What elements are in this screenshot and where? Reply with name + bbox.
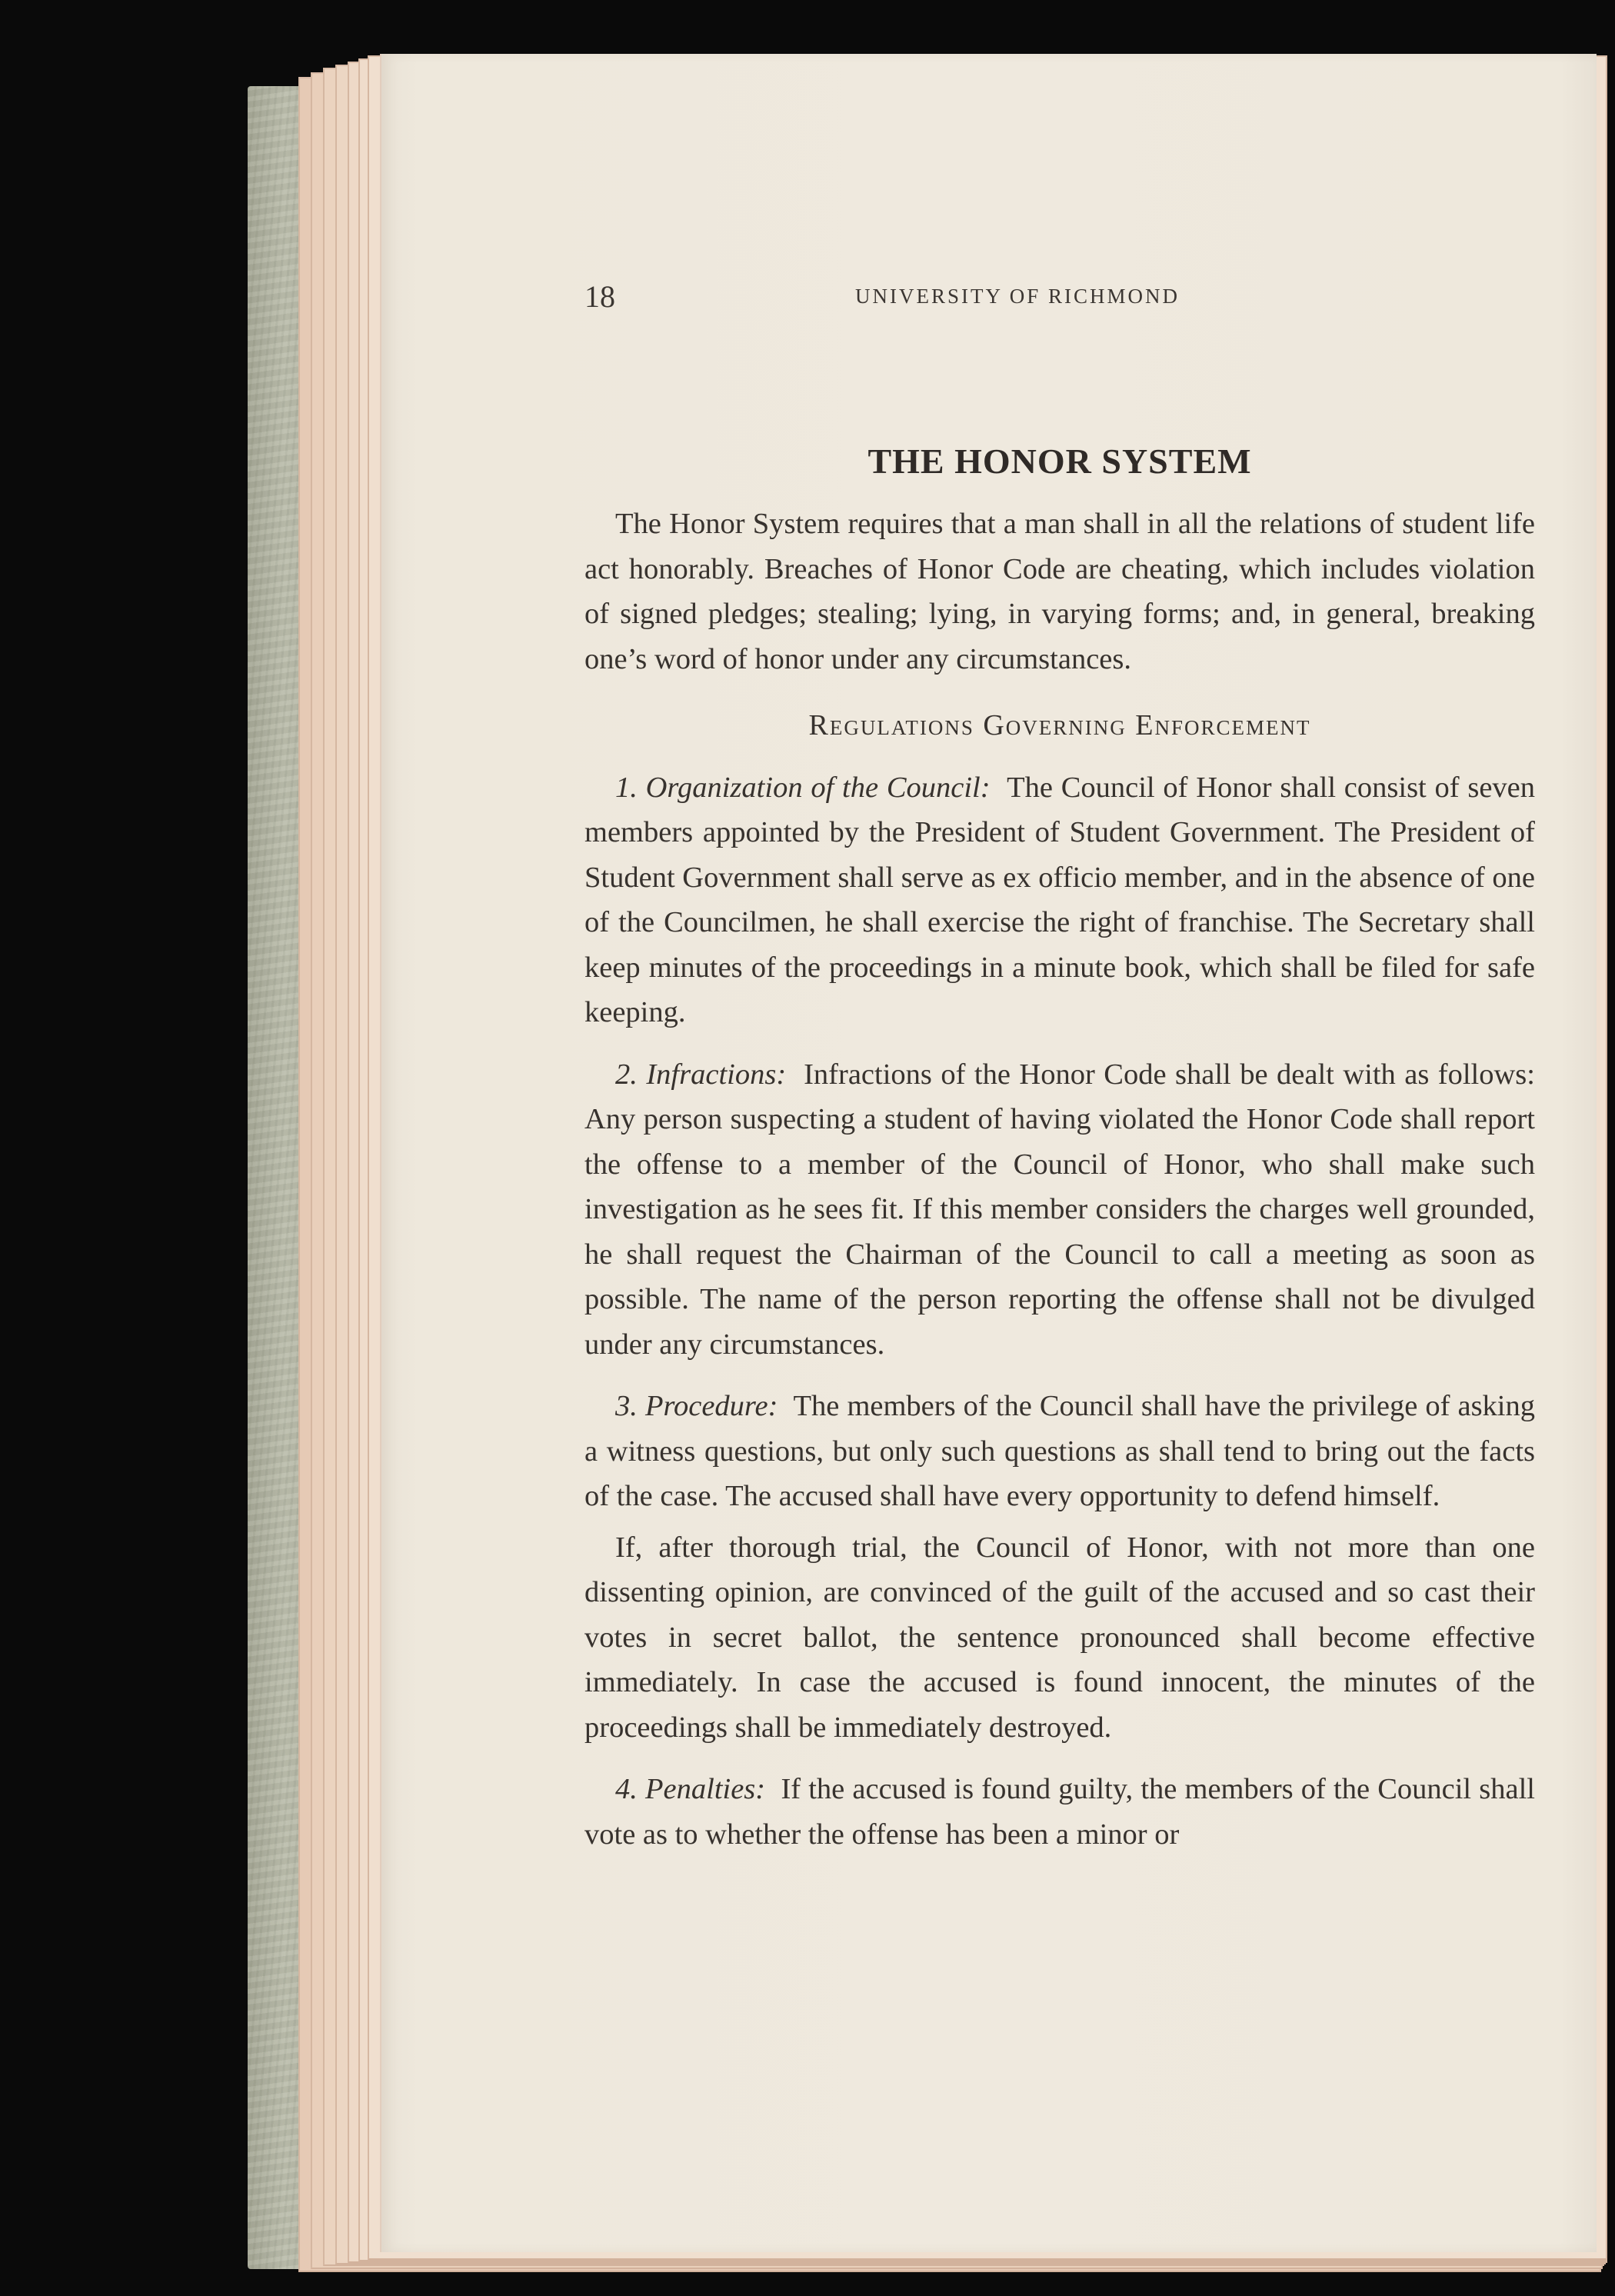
- paragraph-procedure: [584, 1384, 1535, 1519]
- paragraph-lead: 2. Infractions:: [615, 1058, 787, 1091]
- paragraph-lead: 4. Penalties:: [615, 1773, 766, 1805]
- page-number: 18: [584, 279, 615, 314]
- page-header: [584, 278, 1584, 317]
- paragraph-text: The members of the Council shall have the privilege of asking a witness questions, but only such questions as shall tend to bring out the facts of the case. The accused shall have every opportunity to defend himself.: [584, 1390, 1535, 1512]
- subheading: Regulations Governing Enforcement: [808, 709, 1311, 741]
- intro-paragraph: The Honor System requires that a man shall in all the relations of student life act honorably. Breaches of Honor Code are cheating, which includes violation of signed pledges; stealing; lying, in varying forms; and, in general, breaking one’s word of honor under any circumstances.: [584, 508, 1535, 675]
- paragraph-lead: 3. Procedure:: [615, 1390, 778, 1422]
- paragraph-text: If the accused is found guilty, the members of the Council shall vote as to whether the offense has been a minor or: [584, 1773, 1535, 1851]
- paragraph-organization: [584, 765, 1535, 1035]
- paragraph-text: The Council of Honor shall consist of seven members appointed by the President of Student Government. The President of Student Government shall serve as ex officio member, and in the absence of one of the Councilmen, he shall exercise the right of franchise. The Secretary shall keep minutes of the proceedings in a minute book, which shall be filed for safe keeping.: [584, 771, 1536, 1028]
- section-title: THE HONOR SYSTEM: [867, 442, 1252, 481]
- running-head: UNIVERSITY OF RICHMOND: [855, 285, 1180, 308]
- page-body: [584, 438, 1535, 1874]
- book-page: [380, 54, 1597, 2252]
- paragraph-infractions: [584, 1052, 1535, 1368]
- paragraph-lead: 1. Organization of the Council:: [615, 771, 991, 804]
- paragraph-text: Infractions of the Honor Code shall be dealt with as follows: Any person suspecting a student of having violated the Honor Code shall report the offense to a member of the Council of Honor, who shall make such investigation as he sees fit. If this member considers the charges well grounded, he shall request the Chairman of the Council to call a meeting as soon as possible. The name of the person reporting the offense shall not be divulged under any circumstances.: [584, 1058, 1535, 1361]
- paragraph-procedure-continued: If, after thorough trial, the Council of Honor, with not more than one dissenting opinion, are convinced of the guilt of the accused and so cast their votes in secret ballot, the sentence pronounced shall become effective immediately. In case the accused is found innocent, the minutes of the proceedings shall be immediately destroyed.: [584, 1531, 1535, 1744]
- paragraph-penalties: [584, 1767, 1535, 1857]
